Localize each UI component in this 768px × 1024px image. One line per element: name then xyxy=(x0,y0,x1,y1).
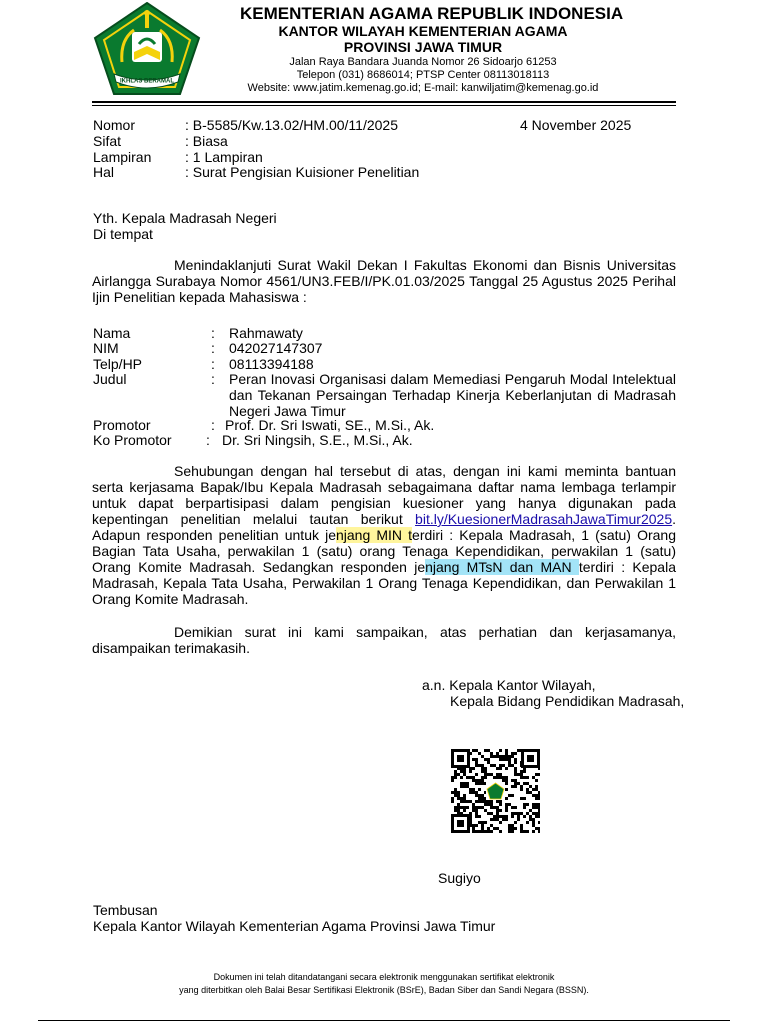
hal-value: : Surat Pengisian Kuisioner Penelitian xyxy=(185,164,420,180)
kop-office: KANTOR WILAYAH KEMENTERIAN AGAMA xyxy=(278,23,568,39)
telp-value: 08113394188 xyxy=(229,356,314,372)
tembusan-label: Tembusan xyxy=(93,902,158,918)
judul-value: Peran Inovasi Organisasi dalam Memediasi Pengaruh Modal Intelektual dan Tekanan Persaingan Terhadap Kinerja Keberlanjutan di Madrasah Negeri Jawa Timur xyxy=(229,371,676,419)
nama-value: Rahmawaty xyxy=(229,325,303,341)
letterhead-divider-thin xyxy=(92,105,676,106)
telp-label: Telp/HP xyxy=(93,356,143,372)
questionnaire-link[interactable]: bit.ly/KuesionerMadrasahJawaTimur2025 xyxy=(415,511,673,527)
closing-text: Demikian surat ini kami sampaikan, atas perhatian dan kerjasamanya, disampaikan terimakasih. xyxy=(92,624,676,656)
signature-an: a.n. Kepala Kantor Wilayah, xyxy=(422,677,596,693)
body-text-1: Sehubungan dengan hal tersebut di atas, dengan ini kami meminta bantuan serta kerjasama Bapak/Ibu Kepala Madrasah sebagaimana daftar nama lembaga terlampir untuk dapat berpartisipasi dalam pengisian kuesioner yang hanya digunakan pada kepentingan penelitian melalui tautan berikut xyxy=(92,463,676,527)
kop-title: KEMENTERIAN AGAMA REPUBLIK INDONESIA xyxy=(240,4,624,23)
nomor-value: : B-5585/Kw.13.02/HM.00/11/2025 xyxy=(185,117,398,133)
letter-date: 4 November 2025 xyxy=(520,117,632,133)
intro-paragraph xyxy=(92,257,676,305)
lampiran-label: Lampiran xyxy=(93,149,152,165)
hal-label: Hal xyxy=(93,164,115,180)
body-text-4: terdiri : Kepala Madrasah, Kepala Tata Usaha, Perwakilan 1 Orang Tenaga Kependidikan, dan Perwakilan 1 Orang Komite Madrasah. xyxy=(92,559,676,607)
footer-rule xyxy=(38,1020,730,1021)
body-text-2: . Adapun responden penelitian untuk je xyxy=(92,511,676,543)
footer-line-2: yang diterbitkan oleh Balai Besar Sertifikasi Elektronik (BSrE), Badan Siber dan Sandi Negara (BSSN). xyxy=(179,985,589,995)
kopromotor-label: Ko Promotor xyxy=(93,432,172,448)
footer-line-1: Dokumen ini telah ditandatangani secara elektronik menggunakan sertifikat elektronik xyxy=(213,972,555,982)
judul-label: Judul xyxy=(93,371,127,387)
sifat-label: Sifat xyxy=(93,133,122,149)
body-text-3: erdiri : Kepala Madrasah, 1 (satu) Orang Bagian Tata Usaha, perwakilan 1 (satu) orang Tenaga Kependidikan, perwakilan 1 (satu) Orang Komite Madrasah. Sedangkan responden je xyxy=(92,527,676,575)
nim-value: 042027147307 xyxy=(229,340,323,356)
recipient: Yth. Kepala Madrasah Negeri xyxy=(93,210,277,226)
highlight-min: njang MIN t xyxy=(336,527,413,543)
signatory-name: Sugiyo xyxy=(438,870,481,886)
nim-colon: : xyxy=(211,340,215,356)
promotor-colon: : xyxy=(211,417,215,433)
promotor-value: Prof. Dr. Sri Iswati, SE., M.Si., Ak. xyxy=(225,417,435,433)
signature-title: Kepala Bidang Pendidikan Madrasah, xyxy=(450,693,685,709)
intro-text: Menindaklanjuti Surat Wakil Dekan I Fakultas Ekonomi dan Bisnis Universitas Airlangga Surabaya Nomor 4561/UN3.FEB/I/PK.01.03/2025 Tanggal 25 Agustus 2025 Perihal Ijin Penelitian kepada Mahasiswa : xyxy=(92,257,676,305)
kop-province: PROVINSI JAWA TIMUR xyxy=(343,39,503,55)
closing-paragraph xyxy=(92,624,676,656)
promotor-label: Promotor xyxy=(93,417,151,433)
body-paragraph xyxy=(92,463,676,607)
nim-label: NIM xyxy=(93,340,119,356)
qr-code xyxy=(451,749,540,833)
logo-motto: IKHLAS BERAMAL xyxy=(120,78,174,85)
kop-website: Website: www.jatim.kemenag.go.id; E-mail: kanwiljatim@kemenag.go.id xyxy=(247,82,599,94)
judul-colon: : xyxy=(211,371,215,387)
letterhead-divider xyxy=(92,101,676,103)
highlight-mtsn-man: njang MTsN dan MAN xyxy=(425,559,579,575)
kop-phone: Telepon (031) 8686014; PTSP Center 08113018113 xyxy=(296,69,550,81)
lampiran-value: : 1 Lampiran xyxy=(185,149,263,165)
nomor-label: Nomor xyxy=(93,117,136,133)
kop-address: Jalan Raya Bandara Juanda Nomor 26 Sidoarjo 61253 xyxy=(289,56,557,68)
tembusan-item: Kepala Kantor Wilayah Kementerian Agama Provinsi Jawa Timur xyxy=(93,918,496,934)
telp-colon: : xyxy=(211,356,215,372)
kopromotor-colon: : xyxy=(206,432,210,448)
nama-colon: : xyxy=(211,325,215,341)
nama-label: Nama xyxy=(93,325,131,341)
recipient-place: Di tempat xyxy=(93,226,153,242)
sifat-value: : Biasa xyxy=(185,133,228,149)
kopromotor-value: Dr. Sri Ningsih, S.E., M.Si., Ak. xyxy=(222,432,413,448)
